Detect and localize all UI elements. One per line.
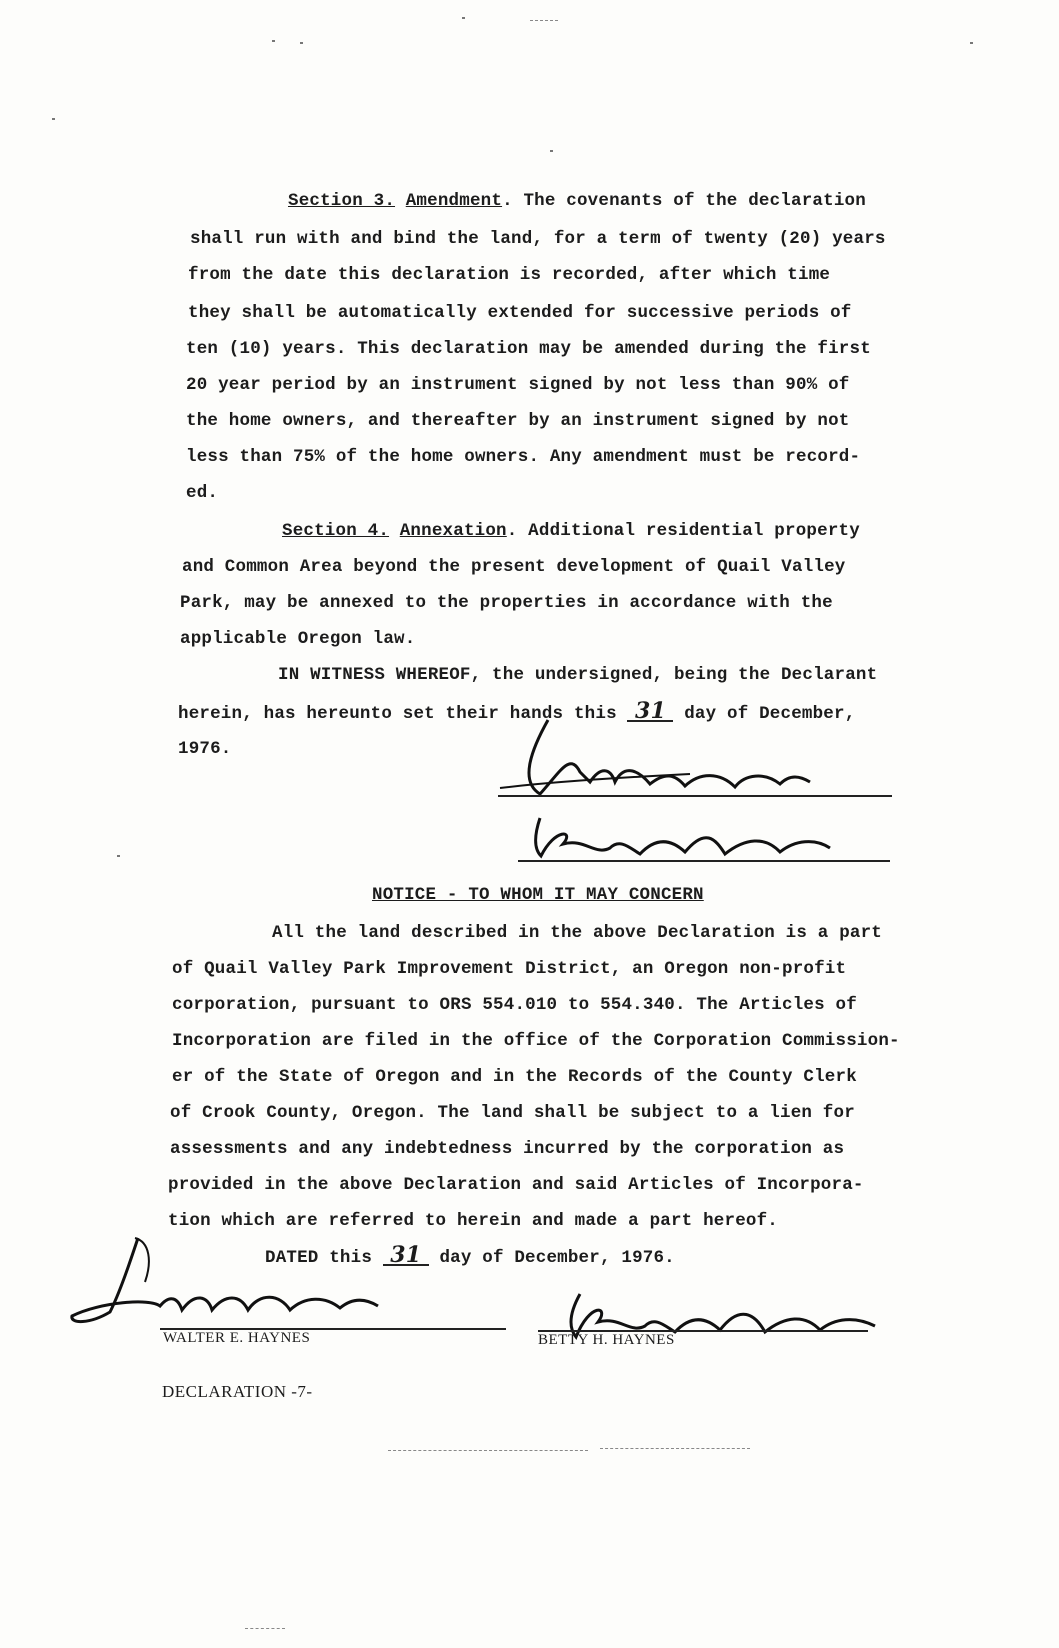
section4-heading: Section 4.: [282, 521, 390, 541]
scan-speck: [462, 17, 465, 19]
section4-line: Additional residential property: [528, 521, 860, 541]
scan-speck: [272, 40, 275, 42]
walter-typed-name: WALTER E. HAYNES: [163, 1330, 311, 1346]
scan-speck: [970, 42, 973, 44]
betty-typed-name: BETTY H. HAYNES: [538, 1332, 675, 1348]
betty-signature-upper: [515, 808, 855, 868]
witness-text: day of December,: [684, 704, 856, 724]
section3-line: The covenants of the declaration: [523, 191, 866, 211]
section3-line: 20 year period by an instrument signed by not less than 90% of: [186, 375, 850, 395]
section3-line: ed.: [186, 483, 219, 503]
scan-speck: [300, 42, 303, 44]
section3-line: they shall be automatically extended for successive periods of: [188, 303, 852, 323]
notice-line: of Quail Valley Park Improvement District, an Oregon non-profit: [172, 959, 847, 979]
dated-text: DATED this: [265, 1248, 373, 1268]
notice-heading: NOTICE - TO WHOM IT MAY CONCERN: [372, 885, 704, 905]
witness-day: 31: [627, 702, 673, 722]
signature-line: [498, 795, 892, 797]
section3-line: from the date this declaration is recorded, after which time: [188, 265, 831, 285]
signature-line: [518, 860, 890, 862]
notice-line: All the land described in the above Declaration is a part: [272, 923, 882, 943]
scan-mark: [600, 1448, 750, 1450]
witness-line: IN WITNESS WHEREOF, the undersigned, being the Declarant: [278, 665, 878, 685]
dated-text: day of December, 1976.: [439, 1248, 675, 1268]
walter-signature-upper: [490, 712, 830, 802]
section3-title: Amendment: [405, 191, 503, 211]
notice-line: provided in the above Declaration and said Articles of Incorpora-: [168, 1175, 864, 1195]
section4-title: Annexation: [399, 521, 507, 541]
scan-speck: [52, 118, 55, 120]
notice-line: of Crook County, Oregon. The land shall be subject to a lien for: [170, 1103, 855, 1123]
section3-line: the home owners, and thereafter by an instrument signed by not: [186, 411, 850, 431]
section3-heading: Section 3.: [288, 191, 396, 211]
scan-speck: [117, 855, 120, 857]
scan-speck: [550, 150, 553, 152]
section4-line: and Common Area beyond the present development of Quail Valley: [182, 557, 846, 577]
dated-day: 31: [383, 1246, 429, 1266]
scan-mark: [245, 1628, 285, 1630]
page-footer: DECLARATION -7-: [162, 1382, 313, 1401]
walter-signature-lower: [60, 1232, 390, 1342]
witness-text: herein, has hereunto set their hands this: [178, 704, 617, 724]
scan-mark: [530, 20, 558, 22]
section3-line: ten (10) years. This declaration may be amended during the first: [186, 339, 871, 359]
notice-line: assessments and any indebtedness incurred by the corporation as: [170, 1139, 845, 1159]
notice-line: tion which are referred to herein and made a part hereof.: [168, 1211, 778, 1231]
section4-line: applicable Oregon law.: [180, 629, 416, 649]
witness-year: 1976.: [178, 739, 232, 759]
scan-mark: [388, 1450, 588, 1452]
notice-line: er of the State of Oregon and in the Records of the County Clerk: [172, 1067, 857, 1087]
section3-line: shall run with and bind the land, for a term of twenty (20) years: [190, 229, 886, 249]
section4-first-line: Section 4. Annexation. Additional residential property: [282, 521, 860, 541]
section4-line: Park, may be annexed to the properties in accordance with the: [180, 593, 833, 613]
notice-line: Incorporation are filed in the office of the Corporation Commission-: [172, 1031, 900, 1051]
notice-line: corporation, pursuant to ORS 554.010 to 554.340. The Articles of: [172, 995, 857, 1015]
section3-line: less than 75% of the home owners. Any amendment must be record-: [186, 447, 861, 467]
section3-first-line: Section 3. Amendment. The covenants of the declaration: [288, 191, 866, 211]
